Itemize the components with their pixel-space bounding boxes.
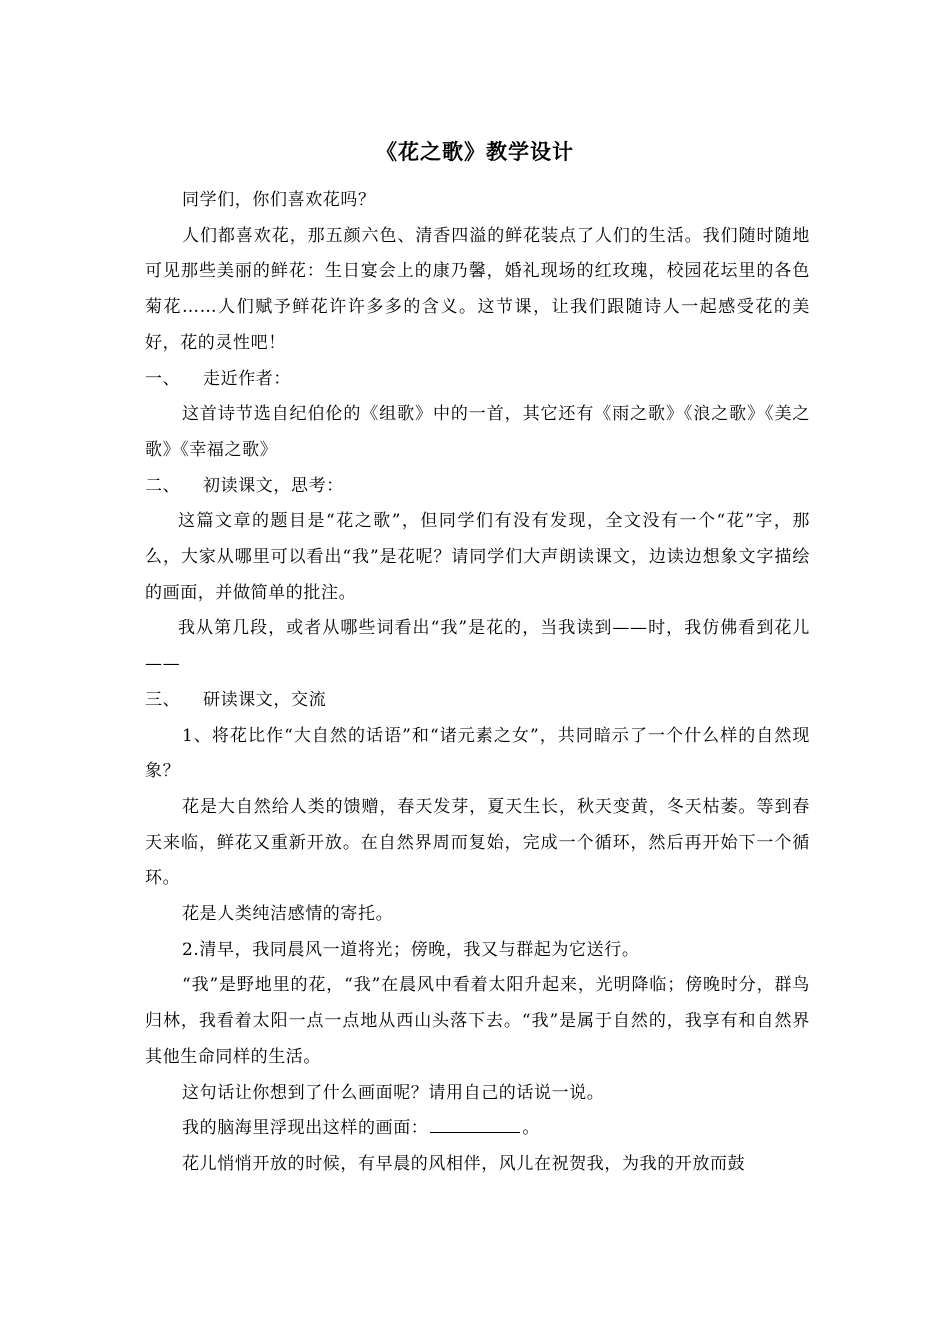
closing-paragraph: 花儿悄悄开放的时候，有早晨的风相伴，风儿在祝贺我，为我的开放而鼓 <box>182 1153 746 1174</box>
intro-paragraph: 人们都喜欢花，那五颜六色、清香四溢的鲜花装点了人们的生活。我们随时随地可见那些美丽的鲜花：生日宴会上的康乃馨，婚礼现场的红玫瑰，校园花坛里的各色菊花……人们赋予鲜花许许多多的含义。这节课，让我们跟随诗人一起感受花的美好，花的灵性吧！ <box>145 225 810 353</box>
intro-question: 同学们，你们喜欢花吗？ <box>182 190 376 210</box>
fill-in-blank <box>430 1114 520 1133</box>
section-title: 走近作者： <box>203 368 291 389</box>
section-number: 一、 <box>145 368 181 389</box>
prompt-imagine: 这句话让你想到了什么画面呢？请用自己的话说一说。 <box>182 1082 605 1103</box>
answer-1a: 花是大自然给人类的馈赠，春天发芽，夏天生长，秋天变黄，冬天枯萎。等到春天来临，鲜花又重新开放。在自然界周而复始，完成一个循环，然后再开始下一个循环。 <box>145 796 810 889</box>
question-1: 1、将花比作“大自然的话语”和“诸元素之女”，共同暗示了一个什么样的自然现象？ <box>145 725 810 782</box>
section-number: 二、 <box>145 475 181 496</box>
section-title: 研读课文，交流 <box>203 689 327 710</box>
reading-prompt: 我从第几段，或者从哪些词看出“我”是花的，当我读到——时，我仿佛看到花儿—— <box>145 618 810 675</box>
question-2: 2.清早，我同晨风一道将光；傍晚，我又与群起为它送行。 <box>182 939 640 960</box>
section-number: 三、 <box>145 689 181 710</box>
section-heading-3 <box>145 683 810 719</box>
section-heading-2 <box>145 469 810 505</box>
fill-in-text: 我的脑海里浮现出这样的画面： <box>182 1118 429 1139</box>
section-heading-1 <box>145 362 810 398</box>
document-title: 《花之歌》教学设计 <box>376 139 574 164</box>
reading-paragraph: 这篇文章的题目是“花之歌”，但同学们有没有发现，全文没有一个“花”字，那么，大家从哪里可以看出“我”是花呢？请同学们大声朗读课文，边读边想象文字描绘的画面，并做简单的批注。 <box>145 511 810 603</box>
document-body <box>145 183 810 1183</box>
section-title: 初读课文，思考： <box>203 475 344 496</box>
answer-2: “我”是野地里的花，“我”在晨风中看着太阳升起来，光明降临；傍晚时分，群鸟归林，我看着太阳一点一点地从西山头落下去。“我”是属于自然的，我享有和自然界其他生命同样的生活。 <box>145 975 810 1067</box>
fill-in-paragraph <box>145 1111 810 1147</box>
answer-1b: 花是人类纯洁感情的寄托。 <box>182 904 394 925</box>
fill-in-end: 。 <box>522 1118 541 1139</box>
author-paragraph: 这首诗节选自纪伯伦的《组歌》中的一首，其它还有《雨之歌》《浪之歌》《美之歌》《幸福之歌》 <box>145 404 810 460</box>
